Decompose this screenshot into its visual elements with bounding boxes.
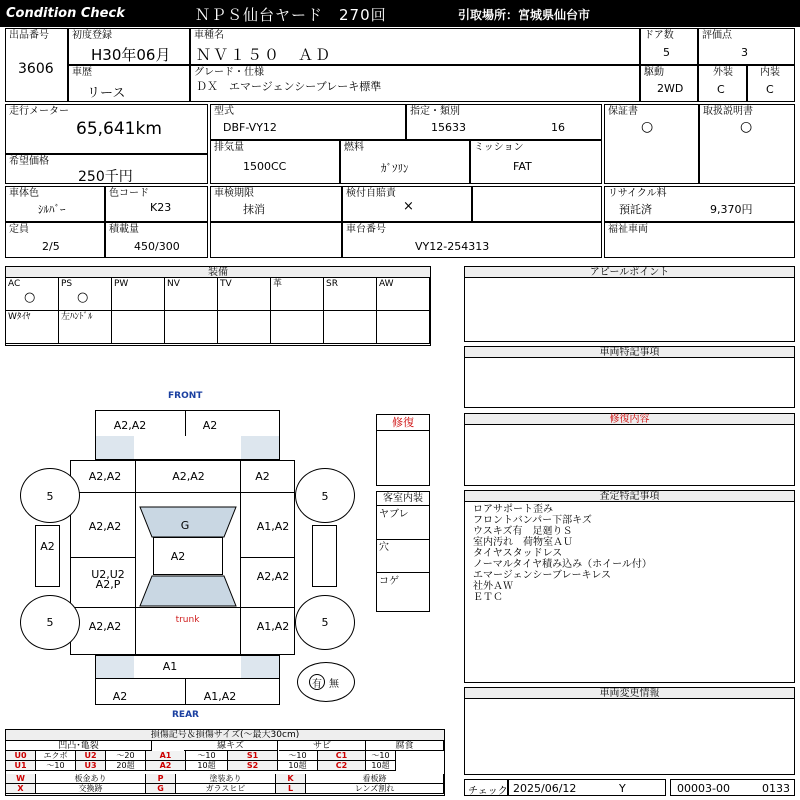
legend-title: 損傷記号＆損傷サイズ(～最大30cm) (6, 730, 444, 741)
equipment-cell (59, 278, 112, 311)
grade-label: グレード・仕様 (194, 67, 264, 78)
grade-box (190, 65, 640, 102)
interior-panel (376, 491, 430, 612)
legend-code: X (6, 784, 36, 794)
appeal-title: アピールポイント (465, 267, 794, 278)
legend-code: W (6, 774, 36, 784)
footer-date-box (508, 779, 666, 796)
color-code-box (105, 186, 208, 222)
equipment-cell (324, 311, 377, 344)
capacity-box (5, 222, 105, 258)
manual-label: 取扱説明書 (703, 106, 753, 117)
inspection-line: ロアサポート歪み (473, 504, 553, 515)
legend-desc: 10超 (366, 761, 396, 771)
legend-code: C2 (318, 761, 366, 771)
equipment-cell (324, 278, 377, 311)
recycle-fee: 9,370円 (710, 203, 753, 216)
recycle-status: 預託済 (619, 203, 652, 216)
equipment-cell (218, 278, 271, 311)
welfare-box (604, 222, 795, 258)
mission-label: ミッション (474, 142, 524, 153)
part-fender-fr: A2 (255, 470, 270, 483)
inspection-line: タイヤスタッドレス (473, 548, 563, 559)
rear-corner-right (241, 656, 279, 678)
legend-group-header: サビ (279, 741, 366, 751)
inspection-line: フロントバンパー下部キズ (473, 515, 592, 526)
manual-value: ○ (740, 119, 753, 135)
equipment-cell (377, 278, 430, 311)
int-box (747, 65, 795, 102)
inspection-panel (464, 490, 795, 683)
equipment-label: TV (220, 279, 232, 289)
grade-eval-value: 3 (741, 46, 748, 59)
header-title: Condition Check (6, 6, 125, 21)
part-door-rr: A2,A2 (256, 570, 290, 583)
inspection-line: ウスキズ有 足廻りＳ (473, 526, 573, 537)
equipment-mark: ○ (77, 290, 89, 305)
price-label: 希望価格 (9, 156, 49, 167)
part-side-left: A2 (40, 540, 55, 553)
color-label: 車体色 (9, 188, 39, 199)
change-title: 車両変更情報 (465, 688, 794, 699)
equipment-cell (112, 311, 165, 344)
legend-code: K (276, 774, 306, 784)
history-box (68, 65, 190, 102)
legend-desc: 塗装あり (176, 774, 276, 784)
equipment-mark: ○ (24, 290, 36, 305)
equipment-cell (377, 311, 430, 344)
chassis-label: 車台番号 (346, 224, 386, 235)
welfare-label: 福祉車両 (608, 224, 648, 235)
inspection-line: 室内汚れ 荷物室ＡＵ (473, 537, 573, 548)
part-front-bumper-right: A2 (202, 419, 218, 432)
insurance-label: 検付自賠責 (346, 188, 396, 199)
ext-value: C (717, 83, 725, 96)
legend-desc: エクボ (36, 751, 76, 761)
part-roof: A2 (170, 550, 186, 563)
int-value: C (766, 83, 774, 96)
first-reg-box (68, 28, 190, 65)
interior-divider (377, 539, 429, 540)
rear-corner-left (96, 656, 134, 678)
inspection-line: ＥＴＣ (473, 592, 503, 603)
desig-label: 指定・類別 (410, 106, 460, 117)
mileage-box (5, 104, 208, 154)
front-corner-right (241, 436, 279, 459)
legend-desc: ～20 (106, 751, 146, 761)
rear-divider (95, 678, 280, 679)
interior-item: ヤブレ (379, 509, 409, 520)
legend-code: A2 (146, 761, 186, 771)
equipment-label: PS (61, 279, 73, 289)
load-label: 積載量 (109, 224, 139, 235)
side-panel-right (312, 525, 337, 587)
manual-box (699, 104, 795, 184)
equipment-label: 革 (273, 279, 283, 289)
legend-code: G (146, 784, 176, 794)
part-quarter-r: A1,A2 (256, 620, 290, 633)
legend-code: S1 (228, 751, 278, 761)
tire-fl-value: 5 (46, 490, 54, 503)
equipment-cell (218, 311, 271, 344)
equipment-cell (6, 278, 59, 311)
appeal-panel (464, 266, 795, 342)
int-label: 内装 (760, 67, 780, 78)
interior-title: 客室内装 (377, 492, 429, 506)
header-pickup: 引取場所：宮城県仙台市 (458, 8, 591, 22)
ext-label: 外装 (713, 67, 733, 78)
inspection-line: 社外ＡＷ (473, 581, 513, 592)
repair-content-panel (464, 413, 795, 486)
spare-none: 無 (329, 679, 339, 690)
model-box (190, 28, 640, 65)
recycle-box (604, 186, 795, 222)
legend-group-header: 凹凸･亀裂 (6, 741, 152, 751)
warranty-value: ○ (641, 119, 654, 135)
part-door-fr: A1,A2 (256, 520, 290, 533)
fuel-value: ｶﾞｿﾘﾝ (381, 162, 409, 175)
chassis-box (342, 222, 602, 258)
equipment-label: NV (167, 279, 180, 289)
legend-code: S2 (228, 761, 278, 771)
fuel-box (340, 140, 470, 184)
warranty-label: 保証書 (608, 106, 638, 117)
equipment-cell (59, 311, 112, 344)
part-hood: A2,A2 (172, 470, 205, 483)
equipment-title: 装備 (6, 267, 430, 278)
interior-item: 穴 (379, 542, 389, 553)
part-rear-bumper-right: A1,A2 (203, 690, 237, 703)
header-auction: ＮＰＳ仙台ヤード 270回 (195, 6, 387, 24)
footer-check (464, 779, 508, 796)
inspection-line: ノーマルタイヤ積み込み（ホイール付） (473, 559, 652, 570)
grade-eval-box (698, 28, 795, 65)
capacity-value: 2/5 (42, 240, 60, 253)
legend-code: U2 (76, 751, 106, 761)
mission-box (470, 140, 602, 184)
inspect-value: 抹消 (243, 203, 265, 216)
front-corner-left (96, 436, 134, 459)
legend-code: U0 (6, 751, 36, 761)
equipment-label: AW (379, 279, 394, 289)
legend-desc: 看板跡 (306, 774, 444, 784)
inspect-box (210, 186, 342, 222)
legend-desc: レンズ割れ (306, 784, 444, 794)
disp-label: 排気量 (214, 142, 244, 153)
first-reg-label: 初度登録 (72, 30, 112, 41)
body-line (240, 557, 295, 558)
warranty-box (604, 104, 699, 184)
drive-value: 2WD (657, 82, 684, 95)
part-front-bumper-left: A2,A2 (113, 419, 147, 432)
legend-group-header: 腐食 (366, 741, 444, 751)
interior-divider (377, 572, 429, 573)
check-date: 2025/06/12 (513, 782, 577, 795)
blank-box-2 (210, 222, 342, 258)
check-mark: Y (619, 782, 626, 795)
inspection-title: 査定特記事項 (465, 491, 794, 502)
doors-value: 5 (663, 46, 670, 59)
change-panel (464, 687, 795, 775)
legend-desc: ～10 (186, 751, 228, 761)
model-value: ＮＶ１５０ ＡＤ (196, 46, 333, 64)
part-quarter-l: A2,A2 (88, 620, 122, 633)
rear-glass (140, 576, 236, 606)
front-bumper-divider (185, 410, 186, 436)
equipment-label: PW (114, 279, 129, 289)
inspection-notes (473, 504, 652, 603)
body-line (70, 492, 295, 493)
part-windshield: G (180, 519, 190, 532)
legend-desc: 板金あり (36, 774, 146, 784)
repair-title: 修復 (377, 415, 429, 431)
load-box (105, 222, 208, 258)
desig-value: 15633 (431, 121, 466, 134)
equipment-label: AC (8, 279, 21, 289)
equipment-label: SR (326, 279, 338, 289)
category-value: 16 (551, 121, 565, 134)
legend-code: C1 (318, 751, 366, 761)
special-title: 車両特記事項 (465, 347, 794, 358)
legend-desc: 10超 (278, 761, 318, 771)
equipment-cell (271, 311, 324, 344)
check-label: チェック (468, 786, 508, 797)
part-fender-fl: A2,A2 (88, 470, 122, 483)
price-value: 250千円 (78, 169, 133, 185)
drive-box (640, 65, 698, 102)
capacity-label: 定員 (9, 224, 29, 235)
special-panel (464, 346, 795, 408)
tire-rl-value: 5 (46, 616, 54, 629)
part-door-rl: U2,U2 (91, 568, 125, 581)
type-label: 型式 (214, 106, 234, 117)
equipment-cell (271, 278, 324, 311)
equipment-cell (165, 311, 218, 344)
legend-desc: 20超 (106, 761, 146, 771)
desig-box (406, 104, 602, 140)
interior-item: コゲ (379, 576, 399, 587)
mileage-value: 65,641km (76, 119, 162, 139)
ext-box (698, 65, 747, 102)
body-line (70, 557, 136, 558)
grade-eval-label: 評価点 (702, 30, 732, 41)
color-code-label: 色コード (109, 188, 149, 199)
part-door-rl: A2,P (95, 578, 121, 591)
disp-value: 1500CC (243, 160, 287, 173)
chassis-value: VY12-254313 (415, 240, 490, 253)
type-box (210, 104, 406, 140)
legend-code: P (146, 774, 176, 784)
front-label: FRONT (168, 391, 203, 401)
lot-label: 出品番号 (9, 30, 49, 41)
inspection-line: エマージェンシーブレーキレス (473, 570, 612, 581)
legend-group-header: 線キズ (184, 741, 278, 751)
equipment-cell (165, 278, 218, 311)
equipment-cell (6, 311, 59, 344)
part-rear-bumper-left: A2 (112, 690, 128, 703)
color-code-value: K23 (150, 201, 172, 214)
repair-panel (376, 414, 430, 486)
footer-code-box (670, 779, 795, 796)
part-rear-panel: A1 (162, 660, 178, 673)
drive-label: 駆動 (644, 67, 664, 78)
legend-code: U3 (76, 761, 106, 771)
load-value: 450/300 (134, 240, 180, 253)
blank-box-1 (472, 186, 602, 222)
lot-box (5, 28, 68, 102)
trunk-label: trunk (175, 615, 200, 625)
part-door-fl: A2,A2 (88, 520, 122, 533)
mileage-label: 走行メーター (9, 106, 69, 117)
color-value: ｼﾙﾊﾞｰ (38, 203, 66, 216)
legend-desc: 10超 (186, 761, 228, 771)
side-panel-left (35, 525, 60, 587)
equipment-label: 左ﾊﾝﾄﾞﾙ (61, 312, 93, 322)
price-box (5, 154, 208, 184)
fuel-label: 燃料 (344, 142, 364, 153)
disp-box (210, 140, 340, 184)
insurance-value: × (403, 199, 414, 214)
legend-desc: ガラスヒビ (176, 784, 276, 794)
lot-number: 3606 (18, 61, 54, 77)
legend-code: L (276, 784, 306, 794)
model-label: 車種名 (194, 30, 224, 41)
type-value: DBF-VY12 (223, 121, 277, 134)
legend-code: U1 (6, 761, 36, 771)
footer-code: 00003-00 (677, 782, 730, 795)
doors-box (640, 28, 698, 65)
rear-label: REAR (172, 710, 199, 720)
spare-mark: 有 (312, 679, 322, 690)
doors-label: ドア数 (644, 30, 674, 41)
grade-value: ＤＸ エマージェンシーブレーキ標準 (196, 80, 382, 93)
legend-code: A1 (146, 751, 186, 761)
legend-desc: ～10 (36, 761, 76, 771)
history-label: 車歴 (72, 67, 92, 78)
legend-desc: ～10 (366, 751, 396, 761)
legend-desc: ～10 (278, 751, 318, 761)
footer-num: 0133 (762, 782, 790, 795)
color-box (5, 186, 105, 222)
history-value: リース (87, 86, 126, 101)
recycle-label: リサイクル料 (608, 188, 667, 199)
equipment-label: Wﾀｲﾔ (8, 312, 31, 322)
tire-fr-value: 5 (321, 490, 329, 503)
legend-desc: 交換跡 (36, 784, 146, 794)
rear-divider (185, 678, 186, 705)
first-reg-value: H30年06月 (91, 46, 171, 64)
equipment-cell (112, 278, 165, 311)
inspect-label: 車検期限 (214, 188, 254, 199)
mission-value: FAT (513, 160, 532, 173)
tire-rr-value: 5 (321, 616, 329, 629)
repair-content-title: 修復内容 (465, 414, 794, 425)
insurance-box (342, 186, 472, 222)
